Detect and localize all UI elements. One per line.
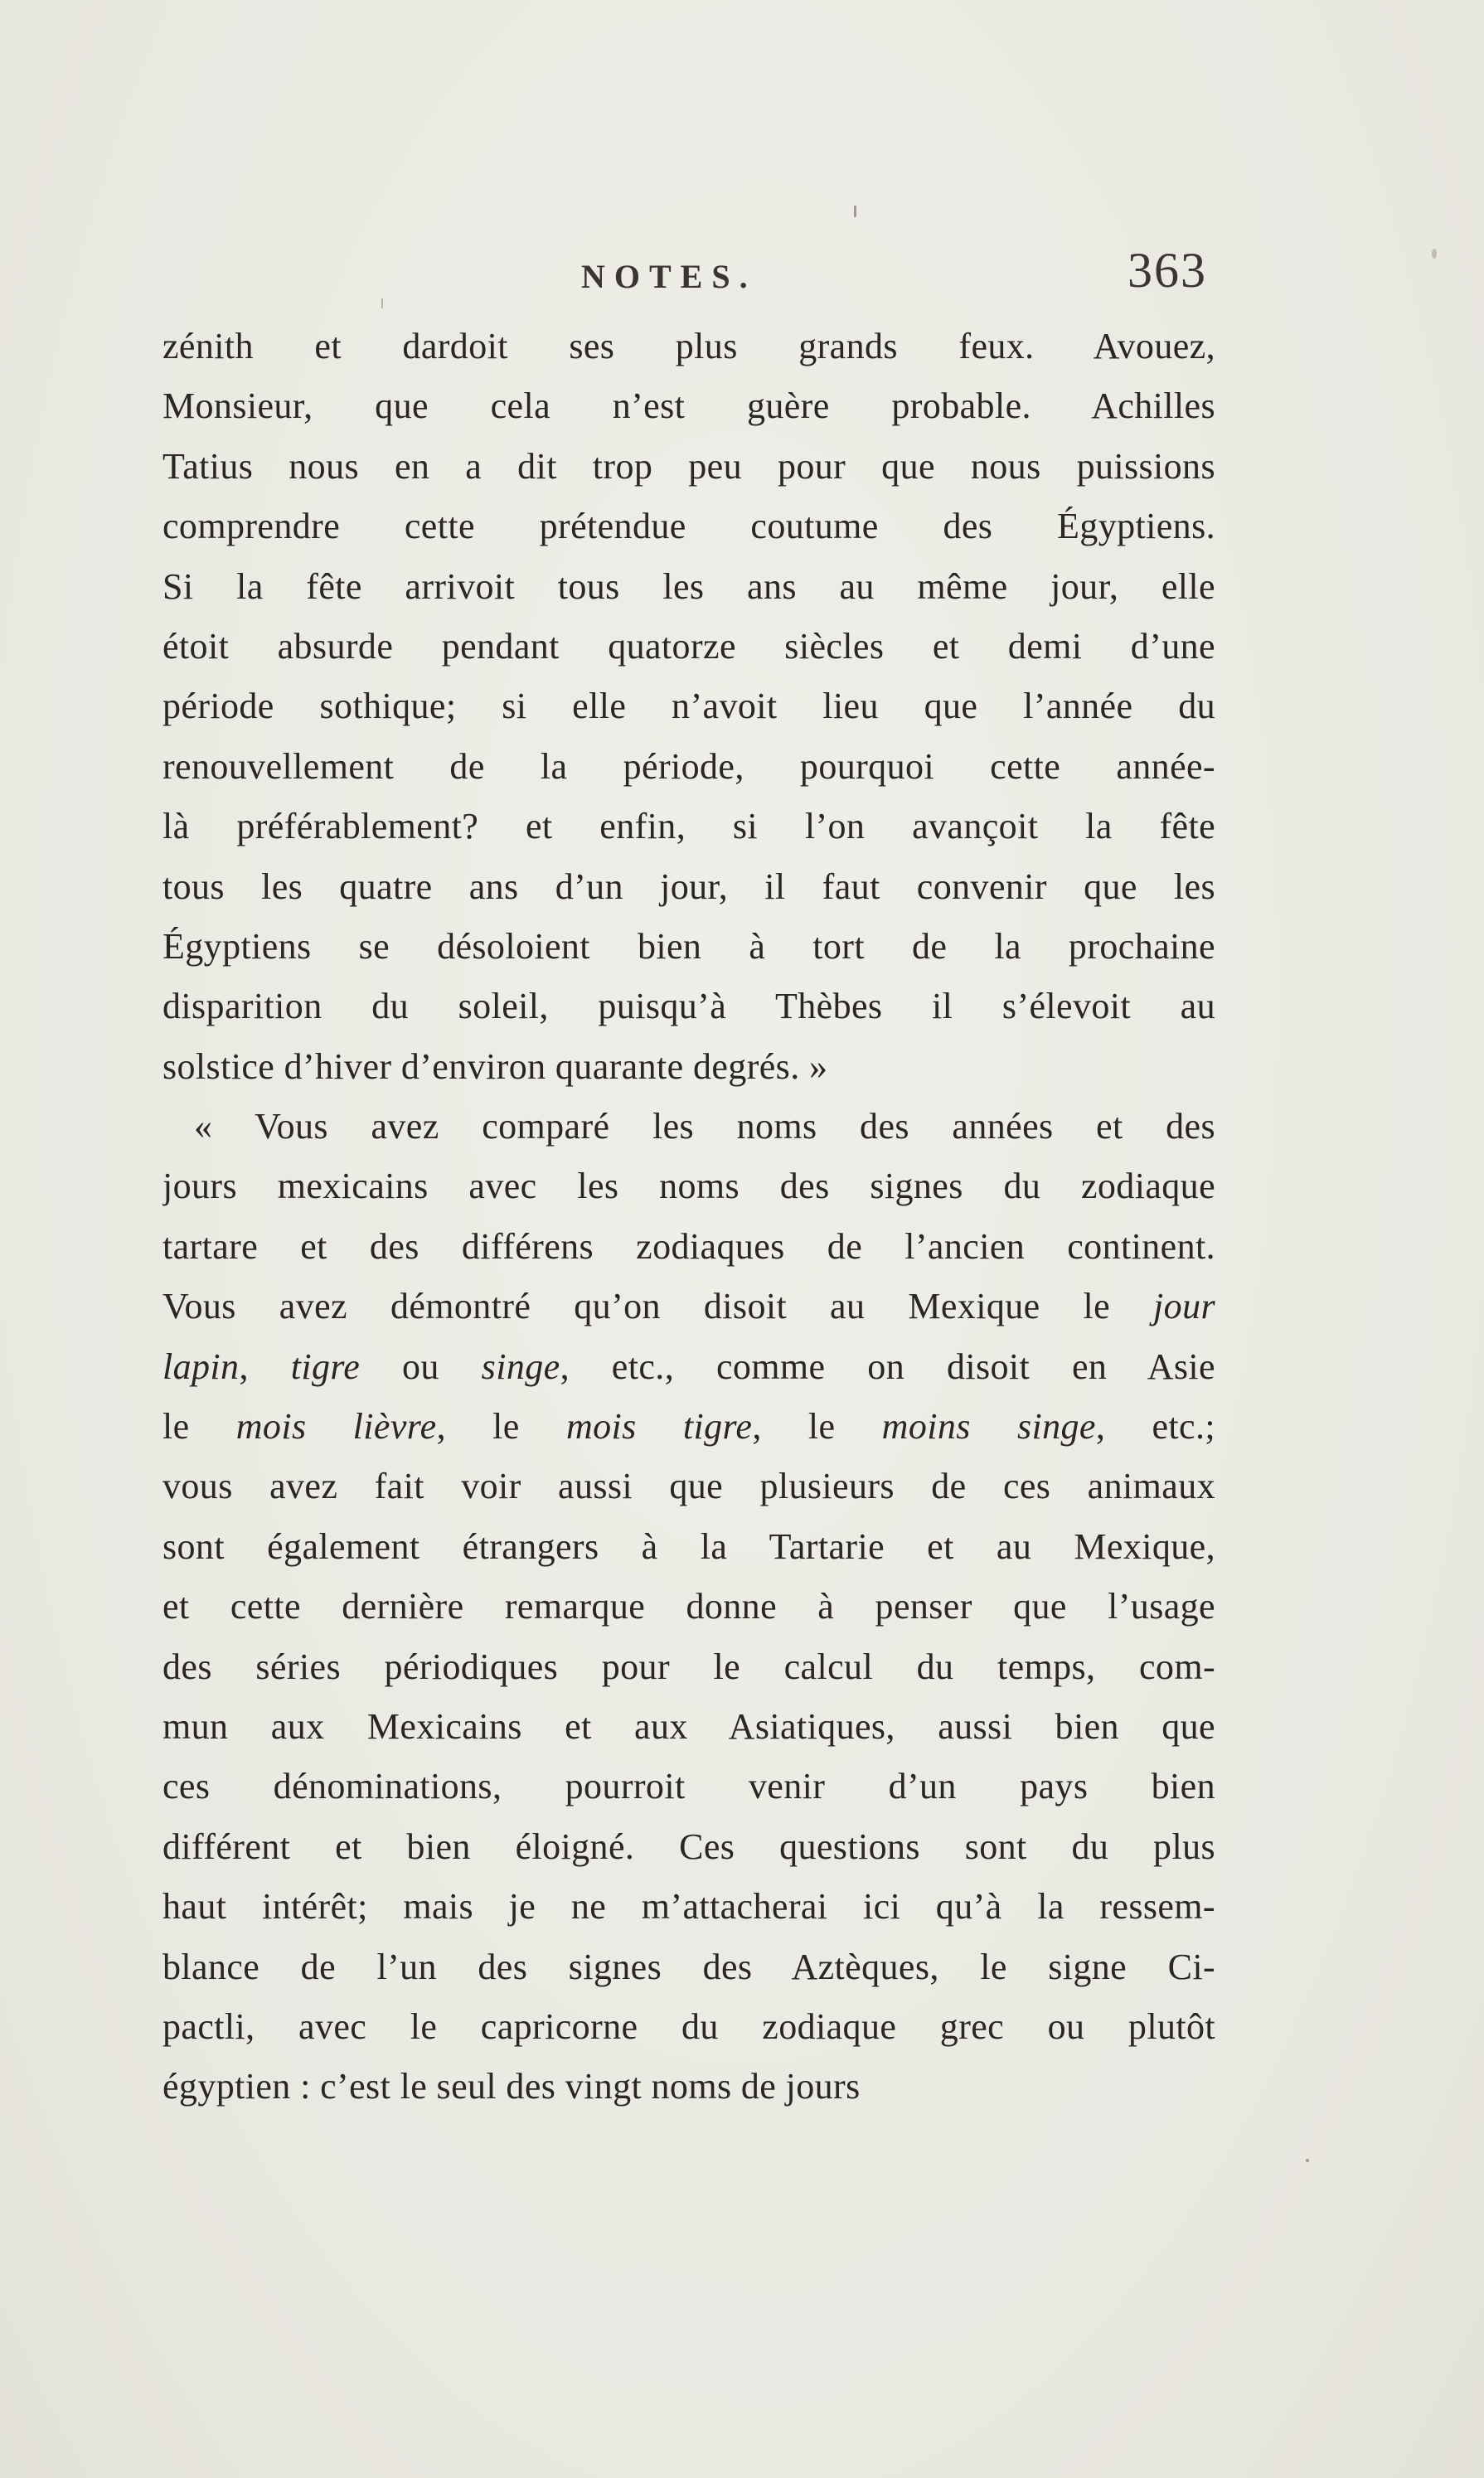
paper-speck (1306, 2159, 1309, 2162)
text-line: égyptien : c’est le seul des vingt noms de jours (162, 2066, 861, 2107)
text-line: sont également étrangers à la Tartarie et au Mexique, (162, 1525, 1215, 1567)
text-line: Égyptiens se désoloient bien à tort de la prochaine (162, 925, 1215, 967)
text-line: vous avez fait voir aussi que plusieurs de ces animaux (162, 1466, 1215, 1507)
text-line: jours mexicains avec les noms des signes du zodiaque (162, 1166, 1215, 1207)
text-line: et cette dernière remarque donne à penser que l’usage (162, 1586, 1215, 1627)
text-line: « Vous avez comparé les noms des années et des (194, 1106, 1215, 1147)
text-line: disparition du soleil, puisqu’à Thèbes il s’élevoit au (162, 986, 1215, 1027)
text-line: haut intérêt; mais je ne m’attacherai ici qu’à la ressem- (162, 1886, 1215, 1928)
text-line: étoit absurde pendant quatorze siècles et demi d’une (162, 625, 1215, 667)
text-line: Vous avez démontré qu’on disoit au Mexique le jour (162, 1286, 1215, 1327)
paper-speck (381, 298, 383, 308)
text-line: tous les quatre ans d’un jour, il faut convenir que les (162, 866, 1215, 907)
text-line: là préférablement? et enfin, si l’on avançoit la fête (162, 806, 1215, 847)
text-line: blance de l’un des signes des Aztèques, le signe Ci- (162, 1946, 1215, 1987)
text-line: solstice d’hiver d’environ quarante degrés. » (162, 1045, 828, 1087)
text-line: période sothique; si elle n’avoit lieu que l’année du (162, 686, 1215, 727)
text-line: ces dénominations, pourroit venir d’un pays bien (162, 1766, 1215, 1807)
body-text (162, 317, 1215, 2117)
text-line: Monsieur, que cela n’est guère probable. Achilles (162, 386, 1215, 427)
text-line: Tatius nous en a dit trop peu pour que nous puissions (162, 445, 1215, 487)
text-line: renouvellement de la période, pourquoi cette année- (162, 745, 1215, 787)
text-line: des séries périodiques pour le calcul du temps, com- (162, 1646, 1215, 1687)
text-line: le mois lièvre, le mois tigre, le moins singe, etc.; (162, 1406, 1215, 1448)
text-line: tartare et des différens zodiaques de l’ancien continent. (162, 1225, 1215, 1267)
text-line: mun aux Mexicains et aux Asiatiques, aussi bien que (162, 1705, 1215, 1747)
text-line: comprendre cette prétendue coutume des Égyptiens. (162, 506, 1215, 547)
page-number: 363 (1128, 243, 1207, 298)
text-line: différent et bien éloigné. Ces questions sont du plus (162, 1826, 1215, 1867)
text-line: Si la fête arrivoit tous les ans au même jour, elle (162, 565, 1215, 607)
text-line: zénith et dardoit ses plus grands feux. Avouez, (162, 326, 1215, 366)
text-line: lapin, tigre ou singe, etc., comme on disoit en Asie (162, 1346, 1215, 1387)
text-line: pactli, avec le capricorne du zodiaque grec ou plutôt (162, 2005, 1215, 2047)
running-head (162, 243, 1224, 307)
running-title: NOTES. (581, 258, 757, 295)
paper-speck (854, 206, 856, 217)
paper-speck (1432, 249, 1437, 259)
